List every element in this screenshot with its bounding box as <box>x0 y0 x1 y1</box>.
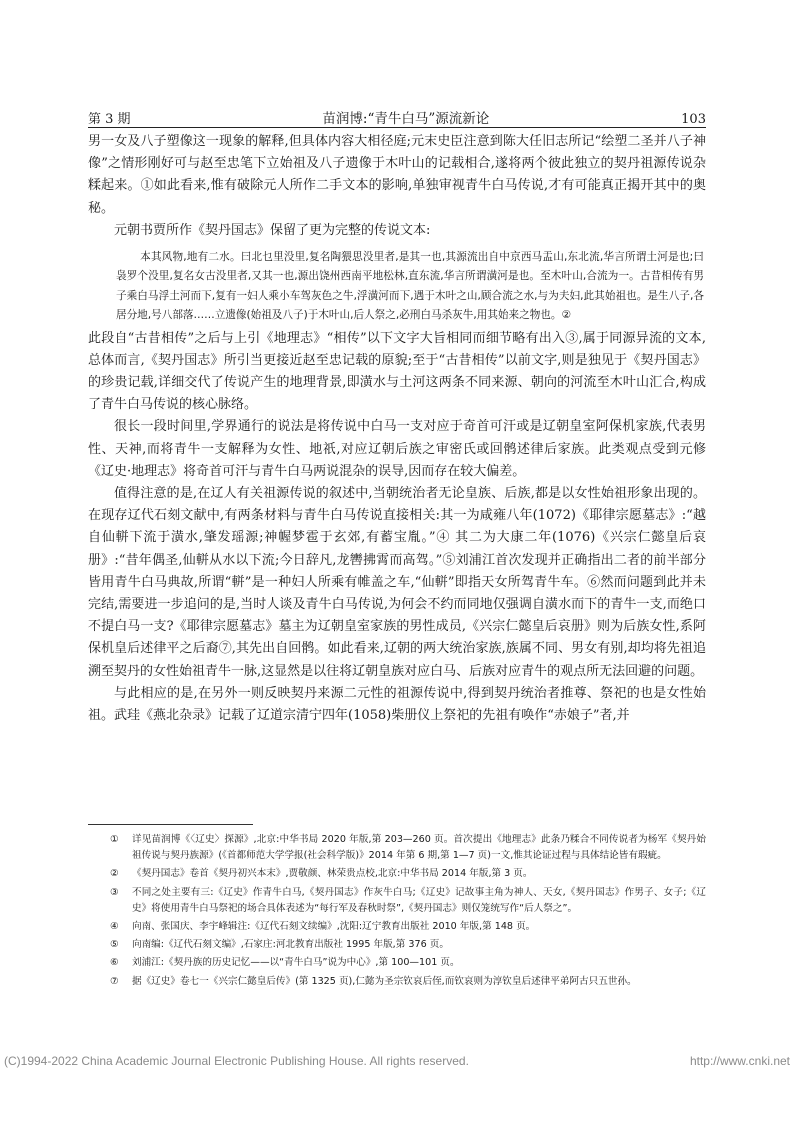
footnote-text: 据《辽史》卷七一《兴宗仁懿皇后传》(第 1325 页),仁懿为圣宗钦哀后侄,而钦哀则为淳钦皇后述律平弟阿古只五世孙。 <box>132 975 637 987</box>
header-rule <box>88 127 706 128</box>
footnote-number: ① <box>110 834 119 845</box>
paragraph-intro-quote: 元朝书贾所作《契丹国志》保留了更为完整的传说文本: <box>114 222 431 238</box>
footnote-text: 向南编:《辽代石刻文编》,石家庄:河北教育出版社 1995 年版,第 376 页。 <box>132 939 449 951</box>
footnote-text: 详见苗润博《〈辽史〉探源》,北京:中华书局 2020 年版,第 203—260 页。首次提出《地理志》此条乃糅合不同传说者为杨军《契丹始祖传说与契丹族源》(《首都师范大学学报(社会科学版)》2014 年第 6 期,第 1—7 页)一文,惟其论证过程与具体结论皆有瑕疵。 <box>132 834 706 862</box>
copyright-text: (C)1994-2022 China Academic Journal Electronic Publishing House. All rights reserved. <box>4 1054 469 1068</box>
footnote-number: ③ <box>110 886 119 898</box>
paragraph-inscriptions: 值得注意的是,在辽人有关祖源传说的叙述中,当朝统治者无论皇族、后族,都是以女性始祖形象出现的。在现存辽代石刻文献中,有两条材料与青牛白马传说直接相关:其一为咸雍八年(1072)《耶律宗愿墓志》:“越自仙軿下流于潢水,肇发瑶源;神幄梦雹于玄郊,有蓄宝胤。”④ 其二为大康二年(1076)《兴宗仁懿皇后哀册》:“昔年偶圣,仙軿从水以下流;今日辞凡,龙轡拂霄而高驾。”⑤刘浦江首次发现并正确指出二者的前半部分皆用青牛白马典故,所谓“軿”是一种妇人所乘有帷盖之车,“仙軿”即指天女所驾青牛车。⑥然而问题到此并未完结,需要进一步追问的是,当时人谈及青牛白马传说,为何会不约而同地仅强调自潢水而下的青牛一支,而绝口不提白马一支?《耶律宗愿墓志》墓主为辽朝皇室家族的男性成员,《兴宗仁懿皇后哀册》则为后族女性,系阿保机皇后述律平之后裔⑦,其先出自回鹘。如此看来,辽朝的两大统治家族,族属不同、男女有别,却均将先祖追溯至契丹的女性始祖青牛一脉,这显然是以往将辽朝皇族对应白马、后族对应青牛的观点所无法回避的问题。 <box>88 486 706 679</box>
article-body <box>88 131 706 727</box>
footnote-number: ⑦ <box>110 975 119 987</box>
footnote-text: 刘浦江:《契丹族的历史记忆——以“青牛白马”说为中心》,第 100—101 页。 <box>132 957 460 969</box>
copyright-watermark <box>4 1054 790 1068</box>
paragraph-scholarship: 很长一段时间里,学界通行的说法是将传说中白马一支对应于奇首可汗或是辽朝皇室阿保机家族,代表男性、天神,而将青牛一支解释为女性、地祇,对应辽朝后族之审密氏或回鹘述律后家族。此类观点受到元修《辽史·地理志》将奇首可汗与青牛白马两说混杂的误导,因而存在较大偏差。 <box>88 419 706 479</box>
paragraph-continued: 男一女及八子塑像这一现象的解释,但具体内容大相径庭;元末史臣注意到陈大任旧志所记“绘塑二圣并八子神像”之情形刚好可与赵至忠笔下立始祖及八子遗像于木叶山的记载相合,遂将两个彼此独立的契丹祖源传说杂糅起来。①如此看来,惟有破除元人所作二手文本的影响,单独审视青牛白马传说,才有可能真正揭开其中的奥秘。 <box>88 134 706 216</box>
footnote-text: 《契丹国志》卷首《契丹初兴本末》,贾敬颜、林荣贵点校,北京:中华书局 2014 年版,第 3 页。 <box>132 868 533 880</box>
paragraph-female-ancestor: 与此相应的是,在另外一则反映契丹来源二元性的祖源传说中,得到契丹统治者推尊、祭祀的也是女性始祖。武珪《燕北杂录》记载了辽道宗清宁四年(1058)柴册仪上祭祀的先祖有唤作“赤娘子”者,并 <box>88 685 706 724</box>
running-title: 苗润博:“青牛白马”源流新论 <box>322 111 490 127</box>
cnki-url: http://www.cnki.net <box>689 1054 790 1068</box>
footnote <box>110 937 706 953</box>
footnote <box>110 974 706 990</box>
footnote <box>110 866 706 882</box>
footnote-number: ④ <box>110 921 119 933</box>
running-header <box>88 107 706 127</box>
footnote-text: 不同之处主要有三:《辽史》作青牛白马,《契丹国志》作灰牛白马;《辽史》记故事主角为神人、天女,《契丹国志》作男子、女子;《辽史》将使用青牛白马祭祀的场合具体表述为“每行军及春秋时祭”,《契丹国志》则仅笼统写作“后人祭之”。 <box>132 886 706 914</box>
footnote-text: 向南、张国庆、李宇峰辑注:《辽代石刻文续编》,沈阳:辽宁教育出版社 2010 年版,第 148 页。 <box>132 921 536 933</box>
issue-label: 第 3 期 <box>88 112 131 127</box>
footnote <box>110 832 706 864</box>
block-quote-text: 本其风物,地有二水。曰北乜里没里,复名陶猥思没里者,是其一也,其源流出自中京西马盂山,东北流,华言所谓土河是也;曰袅罗个没里,复名女古没里者,又其一也,源出饶州西南平地松林,直东流,华言所谓潢河是也。至木叶山,合流为一。古昔相传有男子乘白马浮土河而下,复有一妇人乘小车驾灰色之牛,浮潢河而下,遇于木叶之山,顾合流之水,与为夫妇,此其始祖也。是生八子,各居分地,号八部落……立遗像(始祖及八子)于木叶山,后人祭之,必刑白马杀灰牛,用其始来之物也。② <box>116 251 704 322</box>
footnotes <box>110 832 706 992</box>
footnote <box>110 919 706 935</box>
page-number: 103 <box>681 112 706 127</box>
footnote <box>110 885 706 917</box>
footnote-number: ⑥ <box>110 957 119 969</box>
footnote-number: ② <box>110 868 119 880</box>
footnote-number: ⑤ <box>110 939 119 951</box>
footnote <box>110 955 706 971</box>
block-quote <box>88 248 706 326</box>
paragraph-after-quote: 此段自“古昔相传”之后与上引《地理志》“相传”以下文字大旨相同而细节略有出入③,属于同源异流的文本,总体而言,《契丹国志》所引当更接近赵至忠记载的原貌;至于“古昔相传”以前文字,则是独见于《契丹国志》的珍贵记载,详细交代了传说产生的地理背景,即潢水与土河这两条不同来源、朝向的河流至木叶山汇合,构成了青牛白马传说的核心脉络。 <box>88 330 706 413</box>
footnote-rule <box>88 824 253 825</box>
